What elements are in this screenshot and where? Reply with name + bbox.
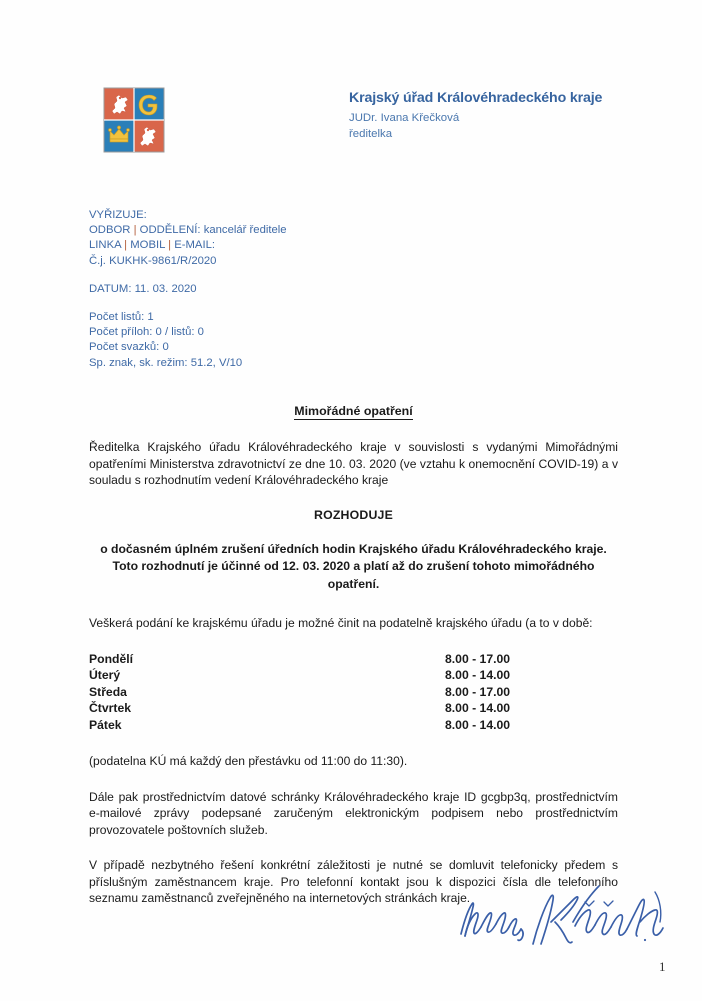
document-metadata bbox=[89, 208, 429, 371]
hours-time: 8.00 - 14.00 bbox=[445, 701, 511, 716]
meta-date: DATUM: 11. 03. 2020 bbox=[89, 282, 197, 295]
meta-department-label: ODBOR bbox=[89, 224, 131, 237]
hours-time: 8.00 - 14.00 bbox=[445, 668, 511, 683]
meta-separator-icon-3: | bbox=[168, 239, 172, 252]
coat-of-arms-icon bbox=[103, 87, 165, 153]
page-number: 1 bbox=[659, 959, 666, 974]
hours-day: Pátek bbox=[89, 717, 122, 732]
official-name: JUDr. Ivana Křečková bbox=[349, 112, 460, 124]
meta-line-label: LINKA bbox=[89, 239, 122, 252]
office-hours-table bbox=[89, 651, 618, 733]
hours-time: 8.00 - 14.00 bbox=[445, 717, 511, 732]
official-role: ředitelka bbox=[349, 128, 393, 140]
meta-section-value: kancelář ředitele bbox=[203, 224, 287, 237]
phone-contact-paragraph: V případě nezbytného řešení konkrétní záležitosti je nutné se domluvit telefonicky předem s příslušným zaměstnancem kraje. Pro telefonní kontakt jsou k dispozici čísla dle telefonního seznamu zaměstnanců zveřejněného na internetových stránkách kraje. bbox=[89, 858, 618, 906]
decides-heading: ROZHODUJE bbox=[313, 507, 393, 522]
table-row bbox=[89, 684, 618, 700]
meta-separator-icon: | bbox=[133, 224, 137, 237]
meta-mobile-label: MOBIL bbox=[130, 239, 165, 252]
meta-section-label: ODDĚLENÍ: bbox=[139, 224, 201, 237]
meta-filing-code: Sp. znak, sk. režim: 51.2, V/10 bbox=[89, 356, 243, 369]
document-title-text: Mimořádné opatření bbox=[294, 404, 413, 418]
hours-time: 8.00 - 17.00 bbox=[445, 651, 511, 666]
hours-day: Čtvrtek bbox=[89, 701, 131, 716]
hours-day: Středa bbox=[89, 684, 127, 699]
submissions-paragraph: Veškerá podání ke krajskému úřadu je možné činit na podatelně krajského úřadu (a to v době: bbox=[89, 616, 593, 631]
meta-handler bbox=[89, 208, 429, 223]
meta-volume-count: Počet svazků: 0 bbox=[89, 341, 169, 354]
intro-paragraph: Ředitelka Krajského úřadu Královéhradeckého kraje v souvislosti s vydanými Mimořádnými opatřeními Ministerstva zdravotnictví ze dne 10. 03. 2020 (ve vztahu k onemocnění COVID-19) a v souladu s rozhodnutím vedení Královéhradeckého kraje bbox=[89, 440, 618, 488]
ruling-text: o dočasném úplném zrušení úředních hodin Krajského úřadu Královéhradeckého kraje. Toto rozhodnutí je účinné od 12. 03. 2020 a platí až do zrušení tohoto mimořádného opatření. bbox=[100, 541, 607, 591]
meta-department bbox=[89, 223, 429, 238]
databox-paragraph: Dále pak prostřednictvím datové schránky Královéhradeckého kraje ID gcgbp3q, prostřednictvím e-mailové zprávy podepsané zaručeným elektronickým podpisem nebo prostřednictvím provozovatele poštovních služeb. bbox=[89, 789, 618, 837]
meta-separator-icon-2: | bbox=[124, 239, 128, 252]
document-body bbox=[89, 404, 618, 907]
organization-block bbox=[349, 90, 679, 142]
table-row bbox=[89, 717, 618, 733]
hours-day: Úterý bbox=[89, 668, 121, 683]
hours-time: 8.00 - 17.00 bbox=[445, 684, 511, 699]
meta-email-label: E-MAIL: bbox=[174, 239, 216, 252]
table-row bbox=[89, 651, 618, 667]
hours-day: Pondělí bbox=[89, 651, 134, 666]
letterhead bbox=[0, 0, 702, 185]
table-row bbox=[89, 667, 618, 683]
signature bbox=[455, 882, 670, 962]
meta-sheet-count: Počet listů: 1 bbox=[89, 311, 154, 324]
break-note-paragraph: (podatelna KÚ má každý den přestávku od 11:00 do 11:30). bbox=[89, 753, 408, 768]
document-title bbox=[89, 404, 618, 418]
table-row bbox=[89, 700, 618, 716]
meta-contact bbox=[89, 238, 429, 253]
meta-attachment-count: Počet příloh: 0 / listů: 0 bbox=[89, 326, 204, 339]
meta-reference-number: Č.j. KUKHK-9861/R/2020 bbox=[89, 254, 217, 267]
organization-name: Krajský úřad Královéhradeckého kraje bbox=[349, 90, 603, 106]
meta-handler-label: VYŘIZUJE: bbox=[89, 209, 147, 221]
